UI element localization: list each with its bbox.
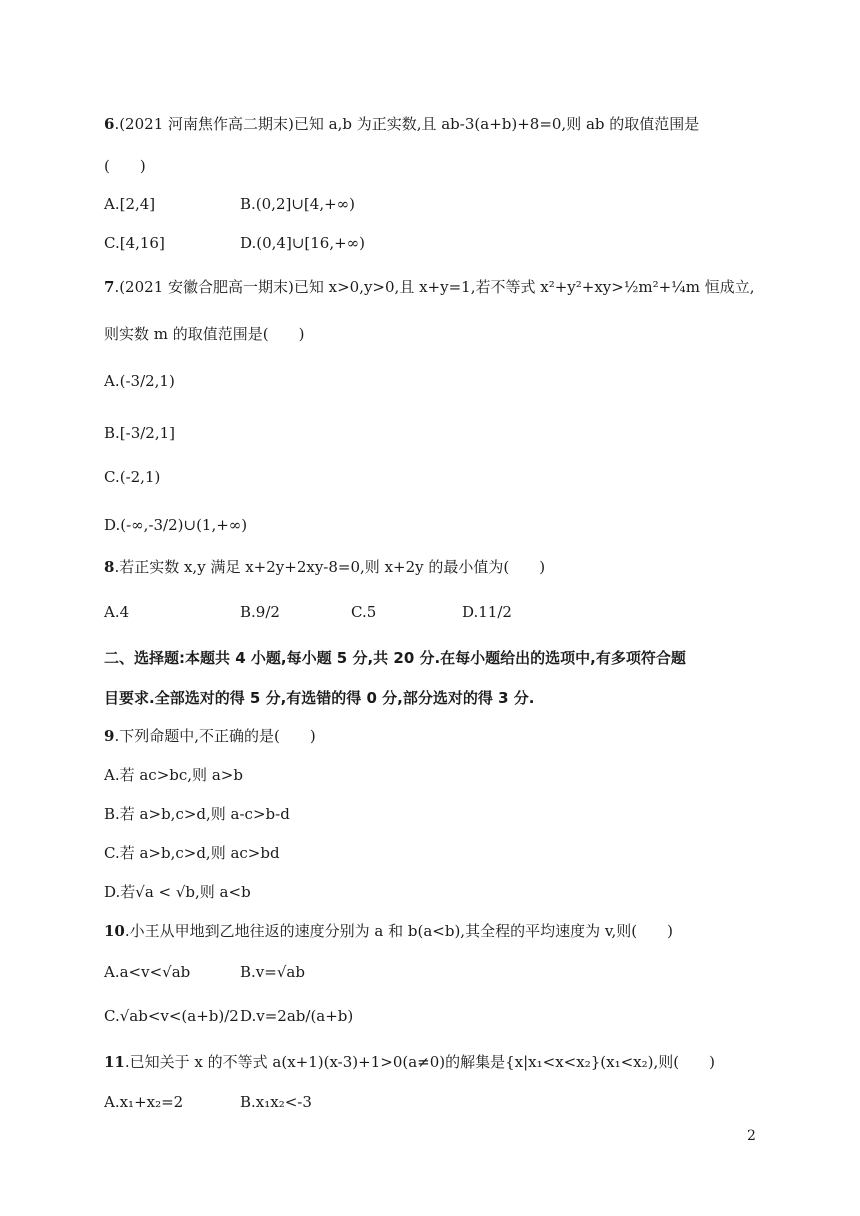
option-d: D.v=2ab/(a+b): [240, 1007, 354, 1025]
question-number: 6: [104, 115, 115, 133]
option-b: B.x₁x₂<-3: [240, 1093, 312, 1111]
option-d: D.(-∞,-3/2)∪(1,+∞): [104, 516, 248, 534]
option-c: C.[4,16]: [104, 234, 165, 252]
option-a: A.x₁+x₂=2: [104, 1093, 184, 1111]
question-number: 8: [104, 558, 115, 576]
option-c: C.若 a>b,c>d,则 ac>bd: [104, 844, 280, 862]
option-a: A.a<v<√ab: [104, 963, 191, 981]
question-9-stem: [104, 726, 316, 746]
option-d: D.若√a < √b,则 a<b: [104, 883, 251, 901]
question-number: 9: [104, 727, 115, 745]
question-10-stem: [104, 921, 673, 941]
option-b: B.若 a>b,c>d,则 a-c>b-d: [104, 805, 290, 823]
question-text: .下列命题中,不正确的是( ): [114, 727, 316, 745]
question-number: 11: [104, 1053, 125, 1071]
question-6-stem: [104, 114, 699, 134]
option-c: C.5: [351, 603, 377, 621]
option-b: B.v=√ab: [240, 963, 305, 981]
page-number: 2: [747, 1128, 756, 1144]
question-text: .已知关于 x 的不等式 a(x+1)(x-3)+1>0(a≠0)的解集是{x|x₁<x<x₂}(x₁<x₂),则( ): [124, 1053, 715, 1071]
option-c: C.√ab<v<(a+b)/2: [104, 1007, 239, 1025]
answer-blank: ( ): [104, 157, 146, 175]
question-7-stem: [104, 277, 754, 297]
option-c: C.(-2,1): [104, 468, 161, 486]
question-number: 7: [104, 278, 115, 296]
option-b: B.9/2: [240, 603, 280, 621]
option-d: D.11/2: [462, 603, 512, 621]
option-a: A.[2,4]: [104, 195, 156, 213]
option-b: B.[-3/2,1]: [104, 424, 176, 442]
question-7-stem-continued: 则实数 m 的取值范围是( ): [104, 325, 305, 343]
section-heading: 二、选择题:本题共 4 小题,每小题 5 分,共 20 分.在每小题给出的选项中,有多项符合题: [104, 649, 686, 667]
section-heading-continued: 目要求.全部选对的得 5 分,有选错的得 0 分,部分选对的得 3 分.: [104, 689, 535, 707]
question-text: .(2021 安徽合肥高一期末)已知 x>0,y>0,且 x+y=1,若不等式 x²+y²+xy>½m²+¼m 恒成立,: [114, 278, 755, 296]
option-a: A.若 ac>bc,则 a>b: [104, 766, 243, 784]
question-text: .小王从甲地到乙地往返的速度分别为 a 和 b(a<b),其全程的平均速度为 v,则( ): [124, 922, 674, 940]
option-d: D.(0,4]∪[16,+∞): [240, 234, 366, 252]
question-text: .若正实数 x,y 满足 x+2y+2xy-8=0,则 x+2y 的最小值为( ): [114, 558, 546, 576]
question-8-stem: [104, 557, 545, 577]
question-text: .(2021 河南焦作高二期末)已知 a,b 为正实数,且 ab-3(a+b)+8=0,则 ab 的取值范围是: [114, 115, 700, 133]
option-b: B.(0,2]∪[4,+∞): [240, 195, 355, 213]
option-a: A.(-3/2,1): [104, 372, 175, 390]
question-number: 10: [104, 922, 125, 940]
question-11-stem: [104, 1052, 715, 1072]
option-a: A.4: [104, 603, 130, 621]
